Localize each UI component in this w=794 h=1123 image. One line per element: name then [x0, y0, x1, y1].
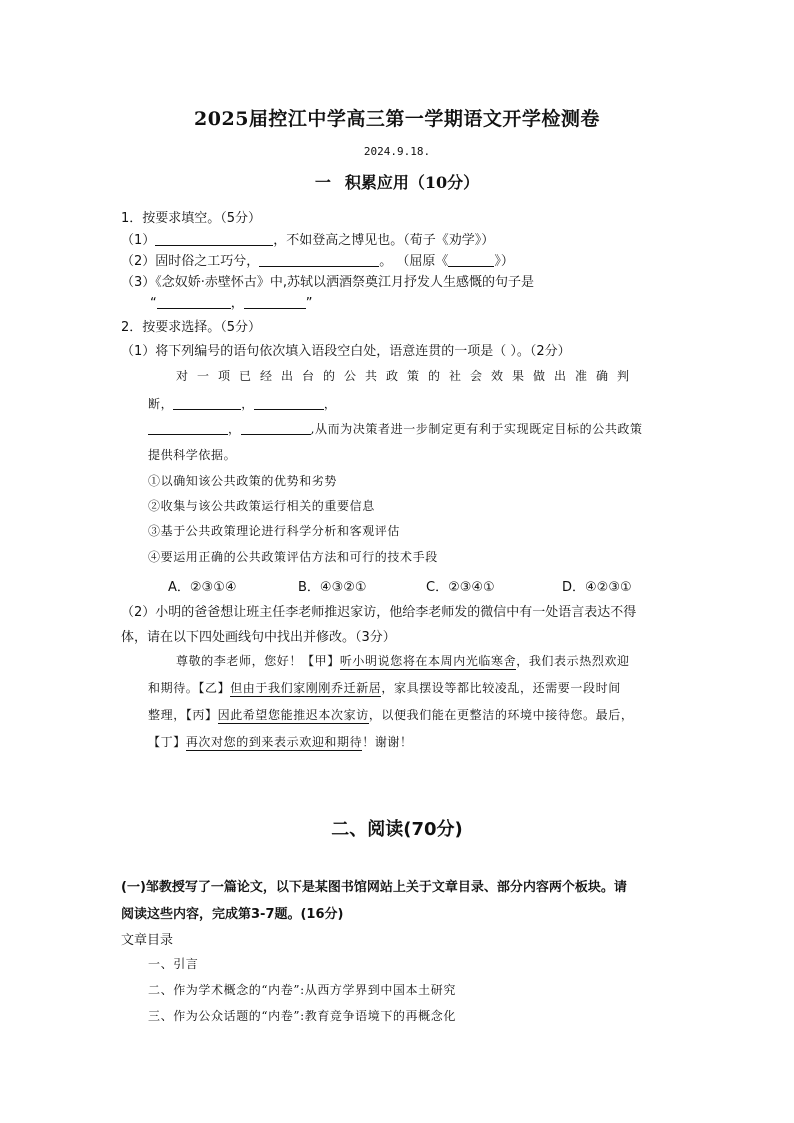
q1-item-1: [121, 229, 494, 248]
exam-date: 2024.9.18.: [363, 145, 431, 158]
message-text: ，家具摆设等都比较凌乱，还需要一段时间: [381, 681, 621, 695]
toc-item-1[interactable]: 一、引言: [148, 957, 199, 971]
message-line-4: [148, 733, 413, 750]
message-text: 整理，【丙】: [148, 708, 218, 722]
comma: ，: [323, 397, 337, 411]
passage-line-1: 对一项已经出台的公共政策的社会效果做出准确判: [176, 369, 639, 383]
message-text: ，以便我们能在更整洁的环境中接待您。最后，: [368, 708, 634, 722]
option-d[interactable]: D．④②③①: [562, 580, 632, 595]
underlined-sentence-jia: 听小明说您将在本周内光临寒舍: [339, 654, 517, 668]
close-quote: ”: [305, 296, 313, 311]
q2-stem: 2．按要求选择。（5分）: [121, 320, 262, 335]
underlined-sentence-ding: 再次对您的到来表示欢迎和期待: [185, 735, 363, 749]
toc-item-3[interactable]: 三、作为公众话题的“内卷”:教育竞争语境下的再概念化: [148, 1009, 456, 1023]
message-text: ，我们表示热烈欢迎: [516, 654, 630, 668]
option-a[interactable]: A．②③①④: [168, 580, 237, 595]
q2-part2-prompt-line2: 体，请在以下四处画线句中找出并修改。（3分）: [121, 630, 396, 645]
message-text: 尊敬的李老师，您好！【甲】: [176, 654, 340, 668]
q1-item-2-source: 。 （屈原《: [379, 254, 449, 269]
choice-item-1: ①以确知该公共政策的优势和劣势: [148, 474, 338, 488]
underlined-sentence-yi: 但由于我们家刚刚乔迁新居: [230, 681, 382, 695]
q2-part2-prompt-line1: （2）小明的爸爸想让班主任李老师推迟家访，他给李老师发的微信中有一处语言表达不得: [121, 605, 637, 620]
message-text: 【丁】: [148, 735, 186, 749]
section1-heading: [0, 170, 794, 193]
answer-blank[interactable]: [448, 253, 494, 267]
q1-stem: 1．按要求填空。（5分）: [121, 211, 262, 226]
exam-title: 2025届控江中学高三第一学期语文开学检测卷: [194, 108, 600, 130]
q1-item-2: [121, 250, 514, 269]
passage-line-3: [148, 420, 643, 437]
section2-intro-line2: 阅读这些内容，完成第3-7题。(16分): [121, 907, 344, 922]
answer-blank[interactable]: [254, 396, 324, 410]
section1-title: 积累应用（10分）: [344, 173, 480, 192]
passage-line-2: [148, 395, 336, 412]
comma: ，: [241, 397, 254, 411]
choice-item-3: ③基于公共政策理论进行科学分析和客观评估: [148, 524, 401, 538]
q1-item-3: （3）《念奴娇·赤壁怀古》中,苏轼以洒酒祭奠江月抒发人生感慨的句子是: [121, 275, 535, 290]
section2-heading: 二、阅读(70分): [331, 819, 463, 840]
comma: ，: [228, 422, 241, 436]
q2-part1-prompt: （1）将下列编号的语句依次填入语段空白处，语意连贯的一项是（ ）。（2分）: [121, 344, 571, 359]
message-line-2: [148, 679, 621, 696]
answer-blank[interactable]: [241, 421, 311, 435]
section2-intro-line1: (一)邹教授写了一篇论文，以下是某图书馆网站上关于文章目录、部分内容两个板块。请: [121, 880, 627, 895]
q1-item-2-text: （2）固时俗之工巧兮，: [121, 254, 260, 269]
q1-item-1-text: ，不如登高之博见也。（荀子《劝学》）: [273, 233, 495, 248]
message-line-3: [148, 706, 633, 723]
q1-item-1-label: （1）: [121, 233, 156, 248]
choice-item-2: ②收集与该公共政策运行相关的重要信息: [148, 499, 375, 513]
comma: ，: [230, 296, 244, 311]
option-b[interactable]: B．④③②①: [298, 580, 367, 595]
message-text: ！谢谢！: [362, 735, 413, 749]
section1-number: 一: [314, 173, 331, 192]
underlined-sentence-bing: 因此希望您能推迟本次家访: [217, 708, 369, 722]
answer-blank[interactable]: [148, 421, 228, 435]
option-c[interactable]: C．②③④①: [426, 580, 495, 595]
choice-item-4: ④要运用正确的公共政策评估方法和可行的技术手段: [148, 550, 438, 564]
toc-item-2[interactable]: 二、作为学术概念的“内卷”:从西方学界到中国本土研究: [148, 983, 456, 997]
toc-label: 文章目录: [121, 933, 174, 948]
q1-item-3-answer: [150, 292, 313, 311]
q1-item-2-close: 》）: [494, 254, 514, 269]
message-line-1: [176, 652, 630, 669]
message-text: 和期待。【乙】: [148, 681, 231, 695]
passage-text: 断，: [148, 397, 174, 411]
passage-line-4: 提供科学依据。: [148, 448, 237, 462]
passage-text: ,从而为决策者进一步制定更有利于实现既定目标的公共政策: [310, 422, 643, 436]
open-quote: “: [150, 296, 157, 311]
answer-blank[interactable]: [173, 396, 241, 410]
answer-blank[interactable]: [157, 295, 231, 309]
answer-blank[interactable]: [244, 295, 306, 309]
answer-blank[interactable]: [155, 232, 273, 246]
answer-blank[interactable]: [259, 253, 379, 267]
